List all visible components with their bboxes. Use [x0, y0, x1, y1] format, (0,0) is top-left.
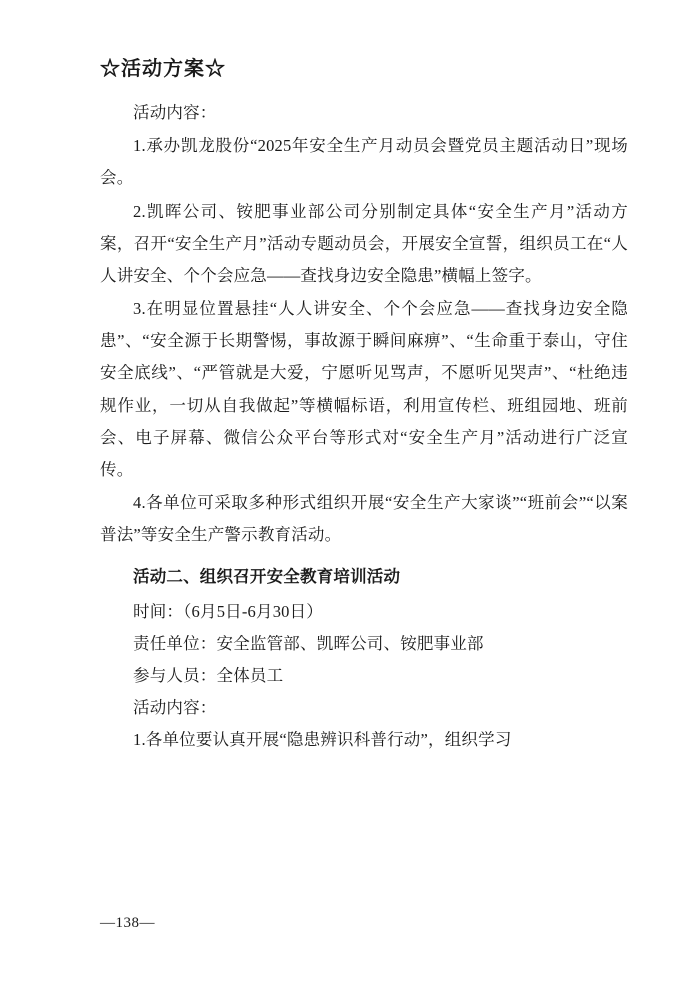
page-title: ☆活动方案☆: [100, 58, 226, 80]
activity-content-label-1: 活动内容：: [133, 103, 217, 122]
participants-value: 全体员工: [216, 665, 284, 685]
activity-content-label-2: [100, 692, 628, 724]
activity-content-label-2-text: 活动内容：: [133, 698, 217, 718]
time-field-label: 时间：: [133, 601, 184, 621]
responsible-unit-label: 责任单位：: [133, 633, 217, 653]
time-field: [100, 596, 628, 628]
activity-item-3: 3.在明显位置悬挂“人人讲安全、个个会应急——查找身边安全隐患”、“安全源于长期警惕，事故源于瞬间麻痹”、“生命重于泰山，守住安全底线”、“严管就是大爱，宁愿听见骂声，不愿听见哭声”、“杜绝违规作业，一切从自我做起”等横幅标语，利用宣传栏、班组园地、班前会、电子屏幕、微信公众平台等形式对“安全生产月”活动进行广泛宣传。: [100, 299, 628, 479]
section-two-item-1: 1.各单位要认真开展“隐患辨识科普行动”，组织学习: [133, 730, 512, 750]
responsible-unit-value: 安全监管部、凯晖公司、铵肥事业部: [216, 633, 484, 653]
activity-item-1: 1.承办凯龙股份“2025年安全生产月动员会暨党员主题活动日”现场会。: [100, 136, 628, 188]
section-two-heading: 活动二、组织召开安全教育培训活动: [133, 567, 401, 587]
time-field-value: （6月5日-6月30日）: [183, 601, 324, 621]
page-number: —138—: [100, 915, 155, 931]
participants-field: [100, 660, 628, 692]
responsible-unit-field: [100, 628, 628, 660]
activity-item-2: 2.凯晖公司、铵肥事业部公司分别制定具体“安全生产月”活动方案，召开“安全生产月”活动专题动员会，开展安全宣誓，组织员工在“人人讲安全、个个会应急——查找身边安全隐患”横幅上签字。: [100, 201, 628, 285]
participants-label: 参与人员：: [133, 665, 217, 685]
activity-item-4: 4.各单位可采取多种形式组织开展“安全生产大家谈”“班前会”“以案普法”等安全生产警示教育活动。: [100, 493, 628, 545]
